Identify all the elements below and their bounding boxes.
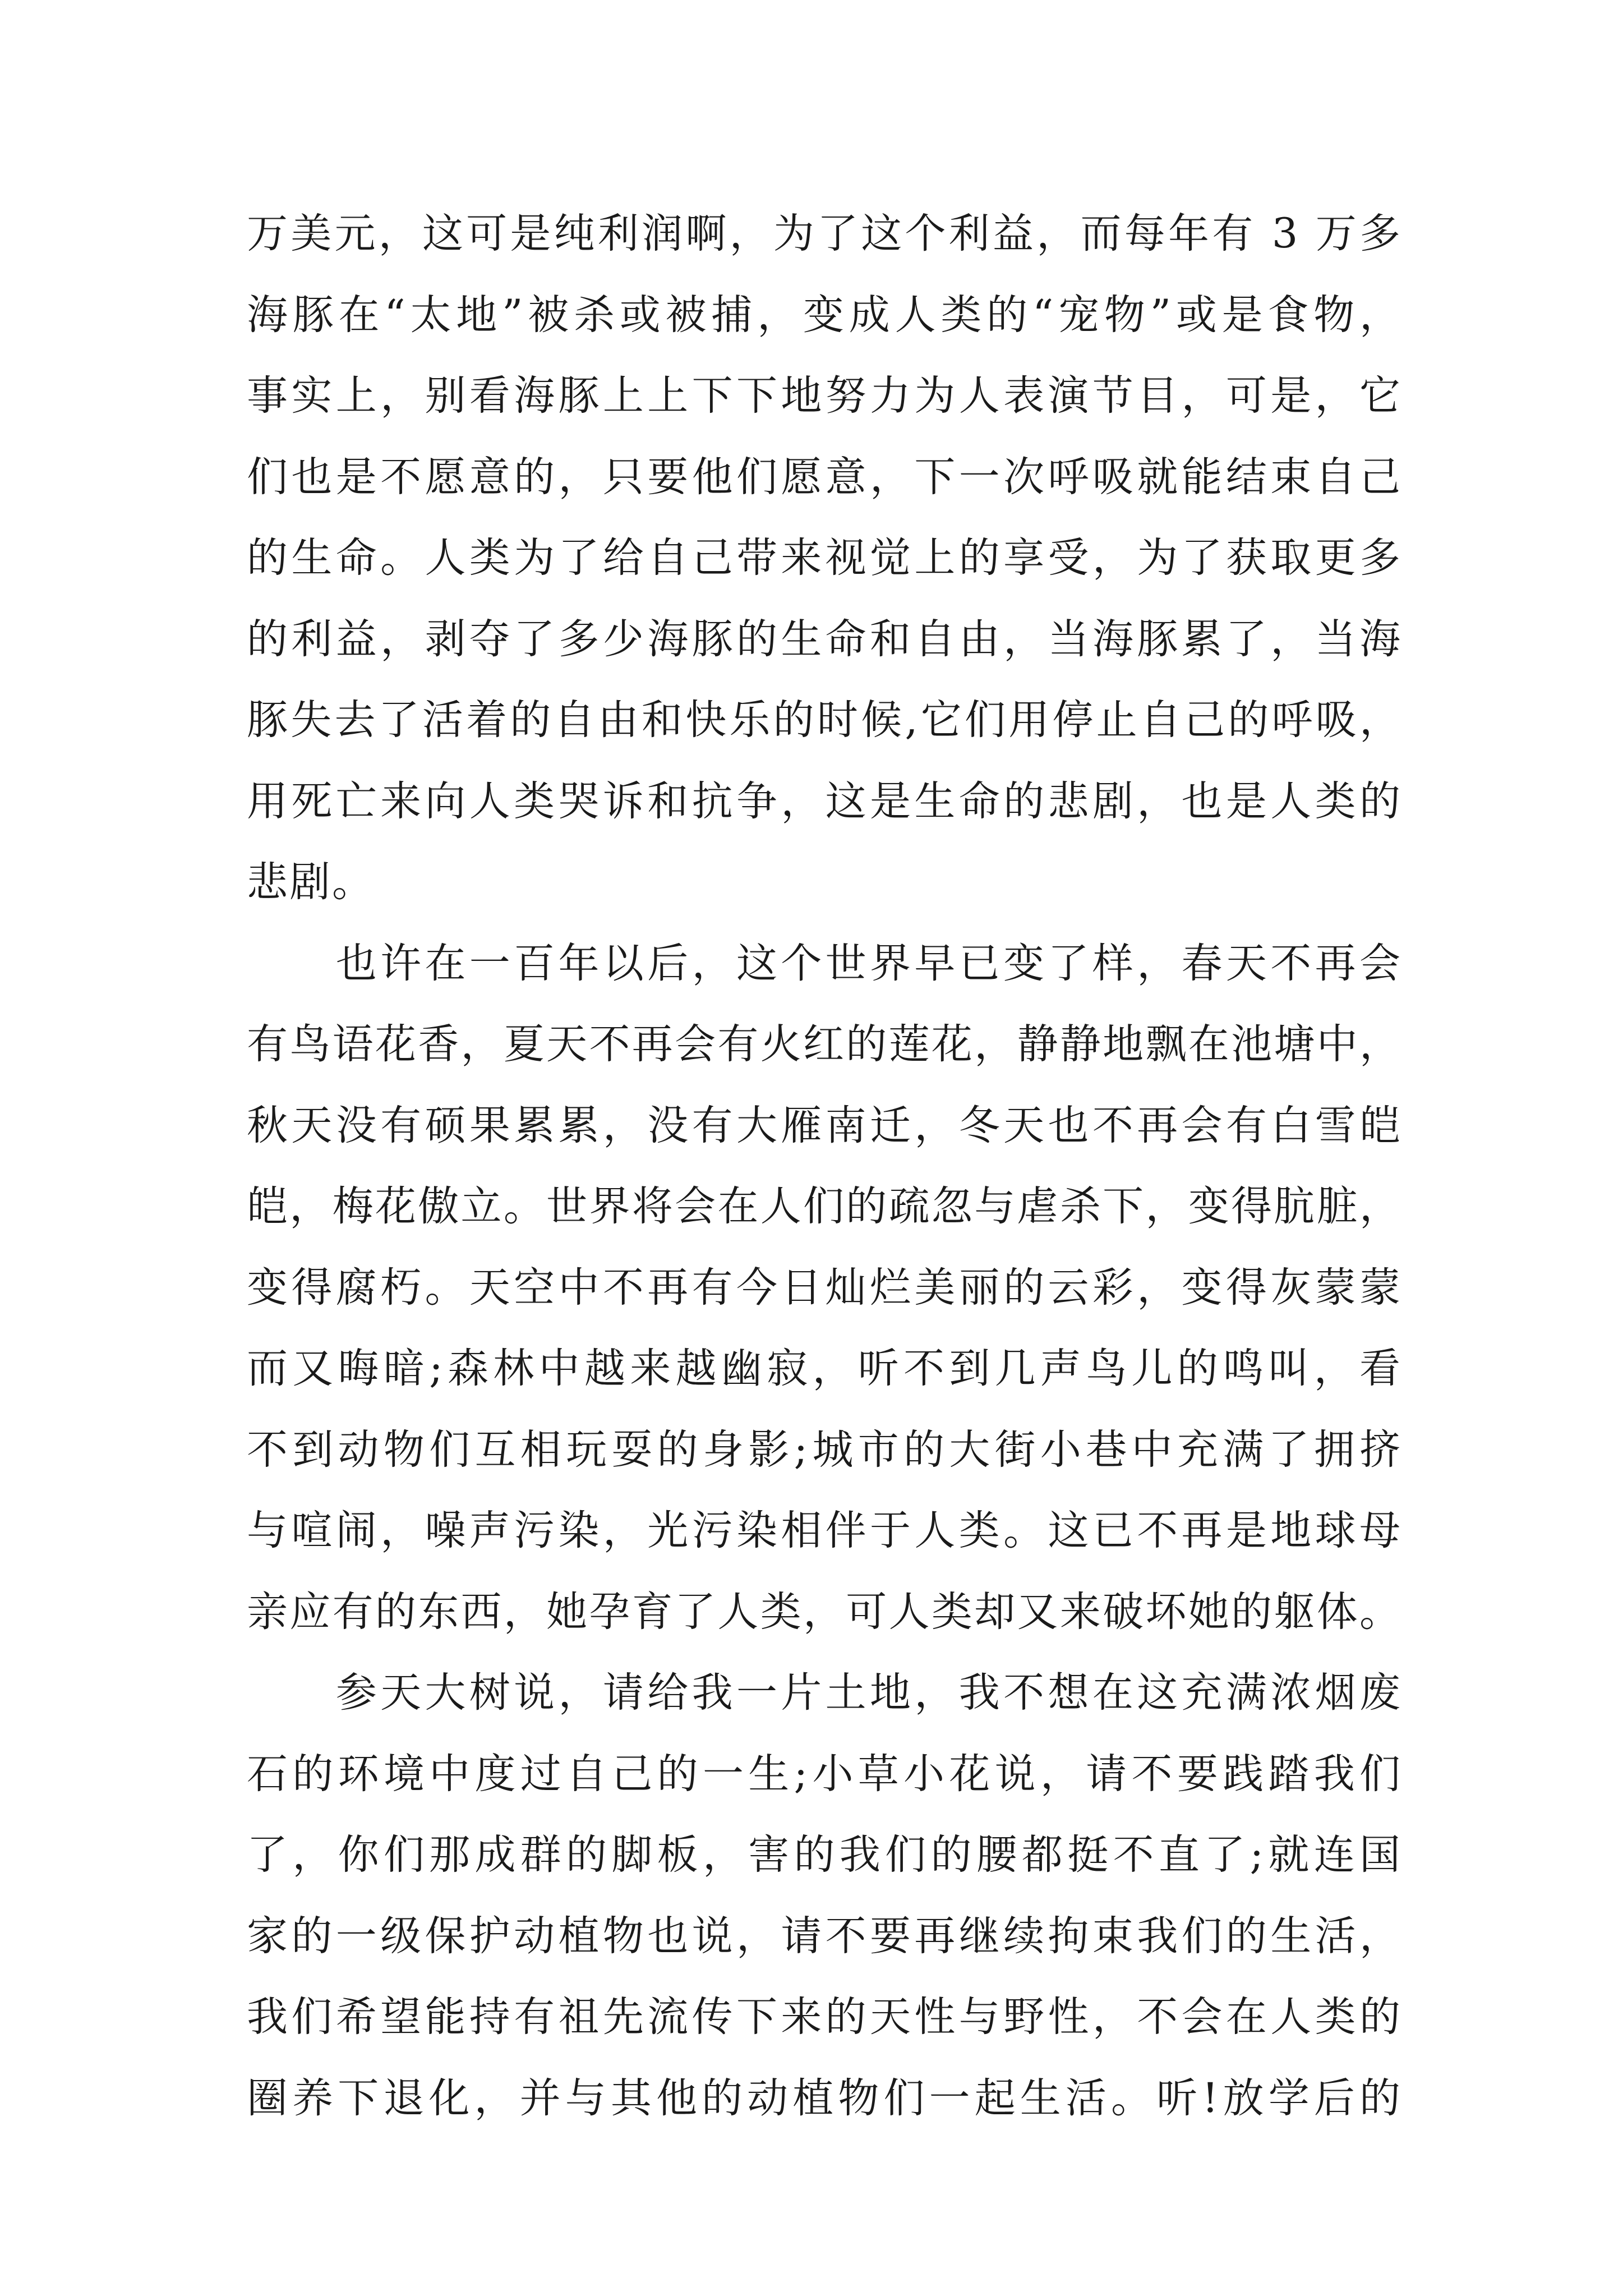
text-line: 亲应有的东西，她孕育了人类，可人类却又来破坏她的躯体。 — [247, 1588, 1402, 1636]
text-line: 皑，梅花傲立。世界将会在人们的疏忽与虐杀下，变得肮脏， — [247, 1182, 1402, 1230]
text-line: 家的一级保护动植物也说，请不要再继续拘束我们的生活， — [247, 1912, 1402, 1960]
text-line: 秋天没有硕果累累，没有大雁南迁，冬天也不再会有白雪皑 — [247, 1101, 1402, 1149]
text-line: 有鸟语花香，夏天不再会有火红的莲花，静静地飘在池塘中， — [247, 1020, 1402, 1068]
text-line: 用死亡来向人类哭诉和抗争，这是生命的悲剧，也是人类的 — [247, 777, 1402, 825]
text-line: 石的环境中度过自己的一生;小草小花说，请不要践踏我们 — [247, 1750, 1402, 1798]
text-line: 万美元，这可是纯利润啊，为了这个利益，而每年有 3 万多 — [247, 210, 1402, 257]
text-line: 变得腐朽。天空中不再有今日灿烂美丽的云彩，变得灰蒙蒙 — [247, 1263, 1402, 1312]
text-line: 豚失去了活着的自由和快乐的时候,它们用停止自己的呼吸， — [247, 696, 1402, 744]
text-line: 而又晦暗;森林中越来越幽寂，听不到几声鸟儿的鸣叫，看 — [247, 1345, 1402, 1392]
text-line: 也许在一百年以后，这个世界早已变了样，春天不再会 — [247, 939, 1402, 987]
text-line: 我们希望能持有祖先流传下来的天性与野性，不会在人类的 — [247, 1993, 1402, 2041]
text-line: 们也是不愿意的，只要他们愿意，下一次呼吸就能结束自己 — [247, 453, 1402, 501]
text-line: 与喧闹，噪声污染，光污染相伴于人类。这已不再是地球母 — [247, 1507, 1402, 1554]
text-line: 海豚在“太地”被杀或被捕，变成人类的“宠物”或是食物， — [247, 291, 1402, 339]
text-line: 圈养下退化，并与其他的动植物们一起生活。听!放学后的 — [247, 2074, 1402, 2122]
text-line: 悲剧。 — [247, 858, 375, 906]
text-line: 参天大树说，请给我一片土地，我不想在这充满浓烟废 — [247, 1669, 1402, 1717]
text-line: 事实上，别看海豚上上下下地努力为人表演节目，可是，它 — [247, 372, 1402, 420]
text-line: 了，你们那成群的脚板，害的我们的腰都挺不直了;就连国 — [247, 1831, 1402, 1879]
body-text — [247, 194, 1402, 2139]
text-line: 的生命。人类为了给自己带来视觉上的享受，为了获取更多 — [247, 534, 1402, 582]
text-line: 的利益，剥夺了多少海豚的生命和自由，当海豚累了，当海 — [247, 615, 1402, 663]
text-line: 不到动物们互相玩耍的身影;城市的大街小巷中充满了拥挤 — [247, 1425, 1402, 1474]
